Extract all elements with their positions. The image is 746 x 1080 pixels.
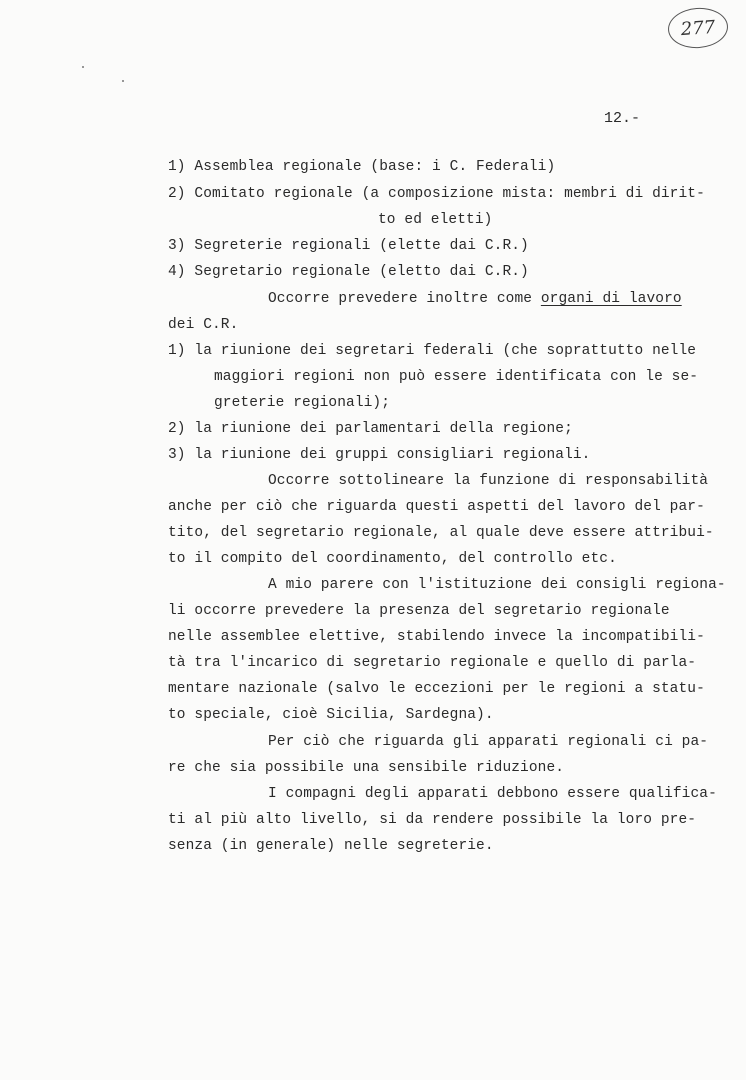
text-line: to speciale, cioè Sicilia, Sardegna). [168,707,494,723]
text-line: to il compito del coordinamento, del controllo etc. [168,551,617,567]
underlined-term: organi di lavoro [540,291,682,307]
text-line: re che sia possibile una sensibile riduzione. [168,760,565,776]
text-line: li occorre prevedere la presenza del segretario regionale [168,603,670,619]
archive-page-stamp: 277 [667,6,730,50]
text-line: greterie regionali); [214,395,391,411]
text-line: maggiori regioni non può essere identificata con le se- [214,369,699,385]
text-line: anche per ciò che riguarda questi aspetti del lavoro del par- [168,499,705,515]
text-line: 3) la riunione dei gruppi consigliari regionali. [168,447,591,463]
text-line: tito, del segretario regionale, al quale deve essere attribui- [168,525,714,541]
text-line: 4) Segretario regionale (eletto dai C.R.) [168,264,529,280]
paper-speck [82,66,84,68]
text-line: dei C.R. [168,317,239,333]
text-line: mentare nazionale (salvo le eccezioni per le regioni a statu- [168,681,705,697]
text-line: Occorre sottolineare la funzione di responsabilità [268,473,709,489]
text-line: senza (in generale) nelle segreterie. [168,838,494,854]
text-line: A mio parere con l'istituzione dei consigli regiona- [268,577,726,593]
text-line: 3) Segreterie regionali (elette dai C.R.) [168,238,529,254]
text-line: 2) la riunione dei parlamentari della regione; [168,421,573,437]
text-line: I compagni degli apparati debbono essere qualifica- [268,786,717,802]
paper-speck [122,80,124,82]
text-line: 2) Comitato regionale (a composizione mista: membri di dirit- [168,186,705,202]
text-line: 1) la riunione dei segretari federali (che soprattutto nelle [168,343,697,359]
text-line: ti al più alto livello, si da rendere possibile la loro pre- [168,812,697,828]
text-line: 1) Assemblea regionale (base: i C. Federali) [168,159,556,175]
text-line: tà tra l'incarico di segretario regionale e quello di parla- [168,655,697,671]
text-fragment: Occorre prevedere inoltre come [268,291,533,307]
page-number: 12.- [604,110,641,127]
text-line: nelle assemblee elettive, stabilendo invece la incompatibili- [168,629,705,645]
text-line: Per ciò che riguarda gli apparati regionali ci pa- [268,734,709,750]
text-line: to ed eletti) [378,212,493,228]
text-line [268,291,682,307]
